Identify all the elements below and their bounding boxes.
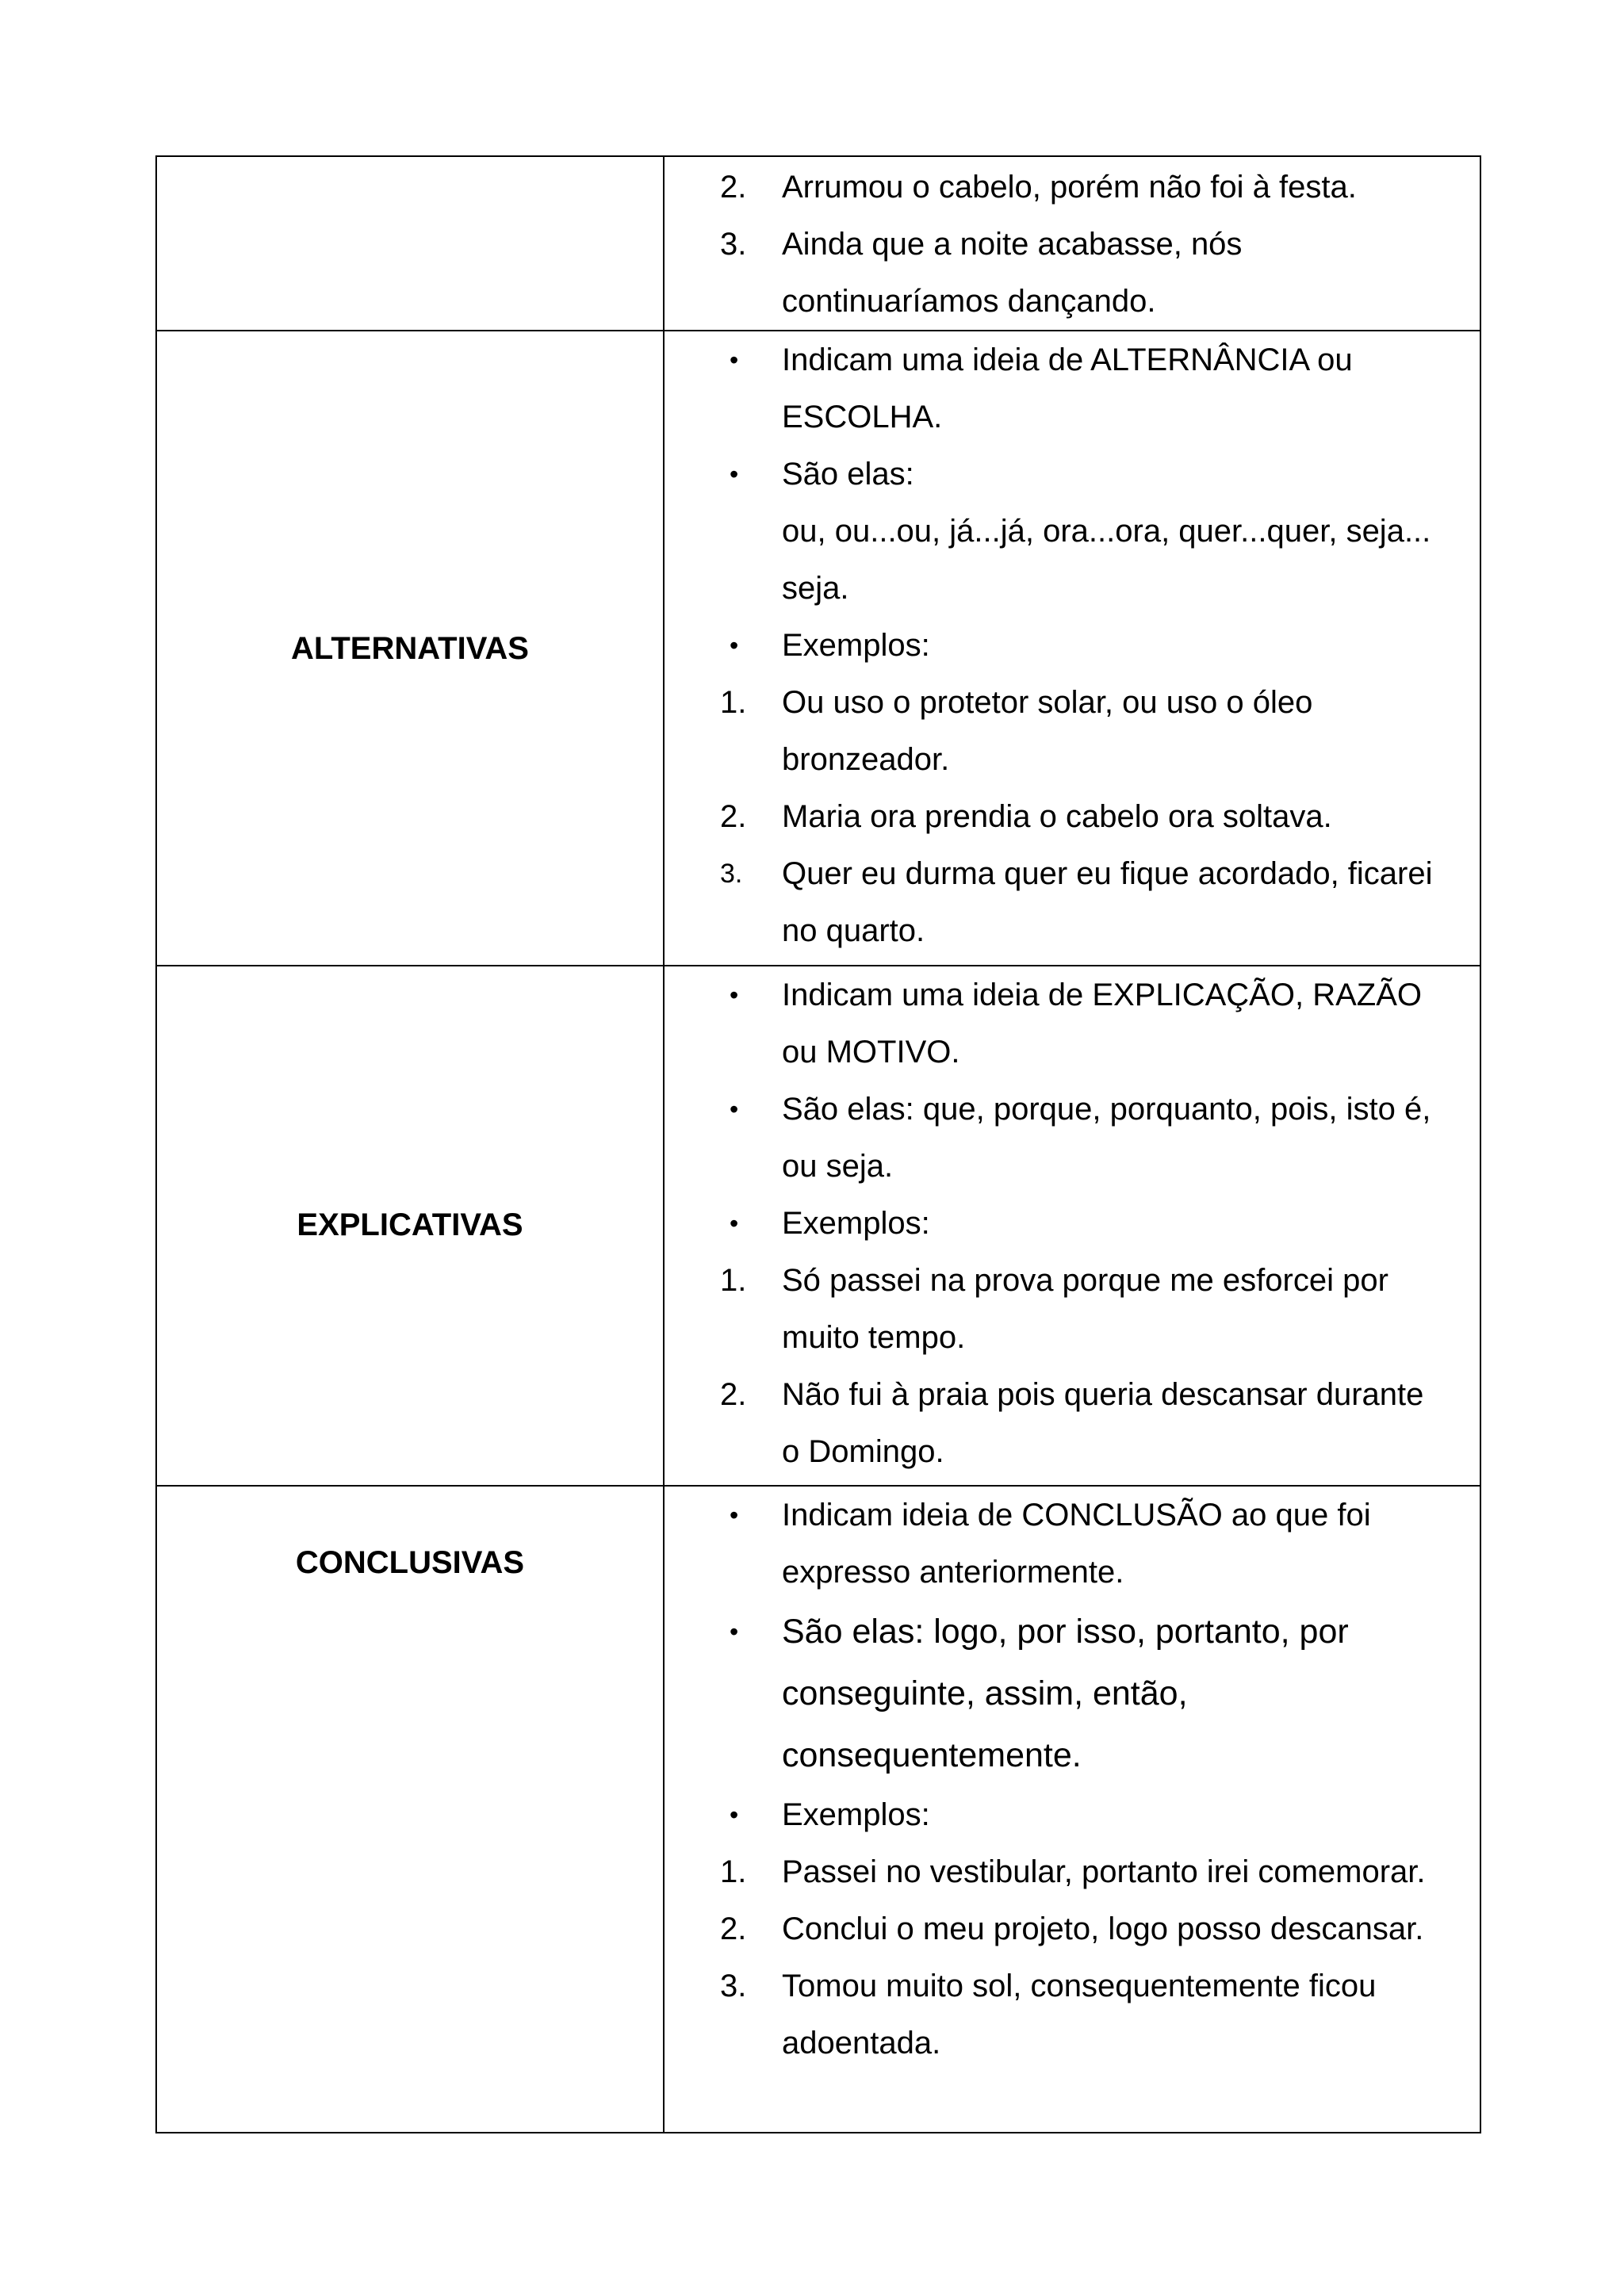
list-item [665, 788, 1480, 845]
item-text: Ou uso o protetor solar, ou uso o óleo [782, 685, 1313, 720]
item-text: São elas: logo, por isso, portanto, por [782, 1613, 1349, 1651]
item-text: São elas: [782, 457, 914, 492]
list-item [665, 1957, 1480, 2015]
item-marker: 1. [720, 1263, 747, 1298]
item-marker: 3. [720, 227, 747, 262]
row-label-cell [156, 331, 664, 966]
bullet-marker: • [730, 1501, 739, 1529]
bullet-marker: • [730, 346, 739, 374]
item-text: Exemplos: [782, 1206, 930, 1241]
table-row [156, 1486, 1480, 2133]
list-item [665, 617, 1480, 674]
bullet-marker: • [730, 1209, 739, 1238]
list-item [665, 1601, 1480, 1663]
table-row [156, 966, 1480, 1486]
item-text: Ainda que a noite acabasse, nós [782, 227, 1243, 262]
table-row [156, 331, 1480, 966]
bullet-marker: • [730, 460, 739, 488]
item-text-continued: bronzeador. [782, 742, 950, 777]
item-text: Indicam uma ideia de ALTERNÂNCIA ou [782, 342, 1353, 377]
row-content-cell [664, 156, 1480, 331]
list-item [665, 446, 1480, 503]
row-content-cell [664, 331, 1480, 966]
item-text-continued: o Domingo. [782, 1434, 944, 1469]
item-text: Exemplos: [782, 1797, 930, 1832]
item-text-continued: adoentada. [782, 2026, 941, 2061]
list-item [665, 1843, 1480, 1900]
row-label-cell [156, 966, 664, 1486]
list-item [665, 331, 1480, 388]
list-item [665, 1195, 1480, 1252]
item-text: Não fui à praia pois queria descansar durante [782, 1377, 1424, 1412]
bullet-marker: • [730, 1800, 739, 1829]
conjunctions-table [155, 155, 1481, 2133]
list-item [665, 1081, 1480, 1138]
item-text: Quer eu durma quer eu fique acordado, ficarei [782, 856, 1433, 891]
item-text-continued: conseguinte, assim, então, [782, 1674, 1188, 1712]
table-row [156, 156, 1480, 331]
row-label: EXPLICATIVAS [297, 1207, 523, 1242]
item-text-continued: seja. [782, 571, 849, 606]
list-item [665, 1252, 1480, 1309]
list-item [665, 966, 1480, 1024]
item-text: São elas: que, porque, porquanto, pois, isto é, [782, 1092, 1431, 1127]
item-marker: 2. [720, 1911, 747, 1946]
bullet-marker: • [730, 981, 739, 1009]
row-content-cell [664, 966, 1480, 1486]
item-marker: 2. [720, 1377, 747, 1412]
list-item [665, 674, 1480, 731]
list-item [665, 1487, 1480, 1544]
item-marker: 2. [720, 170, 747, 205]
item-text-continued: consequentemente. [782, 1736, 1082, 1774]
item-text: Indicam uma ideia de EXPLICAÇÃO, RAZÃO [782, 978, 1422, 1012]
item-text: Só passei na prova porque me esforcei por [782, 1263, 1388, 1298]
item-marker: 2. [720, 799, 747, 834]
item-text-continued: expresso anteriormente. [782, 1555, 1124, 1590]
item-text: Tomou muito sol, consequentemente ficou [782, 1969, 1377, 2003]
row-content-cell [664, 1486, 1480, 2133]
item-text-continued: no quarto. [782, 913, 925, 948]
item-text: Conclui o meu projeto, logo posso descansar. [782, 1911, 1424, 1946]
row-label: ALTERNATIVAS [291, 631, 529, 666]
row-label-cell [156, 156, 664, 331]
item-text-continued: muito tempo. [782, 1320, 966, 1355]
item-marker: 1. [720, 685, 747, 720]
item-marker: 3. [720, 859, 743, 889]
item-text: Exemplos: [782, 628, 930, 663]
bullet-marker: • [730, 1095, 739, 1123]
item-text: Indicam ideia de CONCLUSÃO ao que foi [782, 1498, 1371, 1533]
item-text-continued: ou seja. [782, 1149, 894, 1184]
list-item [665, 1900, 1480, 1957]
list-item [665, 216, 1480, 273]
list-item [665, 1786, 1480, 1843]
row-label-cell [156, 1486, 664, 2133]
bullet-marker: • [730, 1617, 739, 1646]
list-item [665, 1366, 1480, 1423]
item-text-continued: continuaríamos dançando. [782, 284, 1156, 319]
item-text-continued: ou, ou...ou, já...já, ora...ora, quer...quer, seja... [782, 514, 1431, 549]
item-text: Maria ora prendia o cabelo ora soltava. [782, 799, 1332, 834]
item-marker: 3. [720, 1969, 747, 2003]
bullet-marker: • [730, 631, 739, 660]
list-item [665, 845, 1480, 902]
item-text-continued: ou MOTIVO. [782, 1035, 960, 1070]
row-label: CONCLUSIVAS [295, 1545, 525, 1580]
item-text: Passei no vestibular, portanto irei comemorar. [782, 1854, 1426, 1889]
item-marker: 1. [720, 1854, 747, 1889]
list-item [665, 159, 1480, 216]
item-text-continued: ESCOLHA. [782, 400, 943, 434]
item-text: Arrumou o cabelo, porém não foi à festa. [782, 170, 1357, 205]
